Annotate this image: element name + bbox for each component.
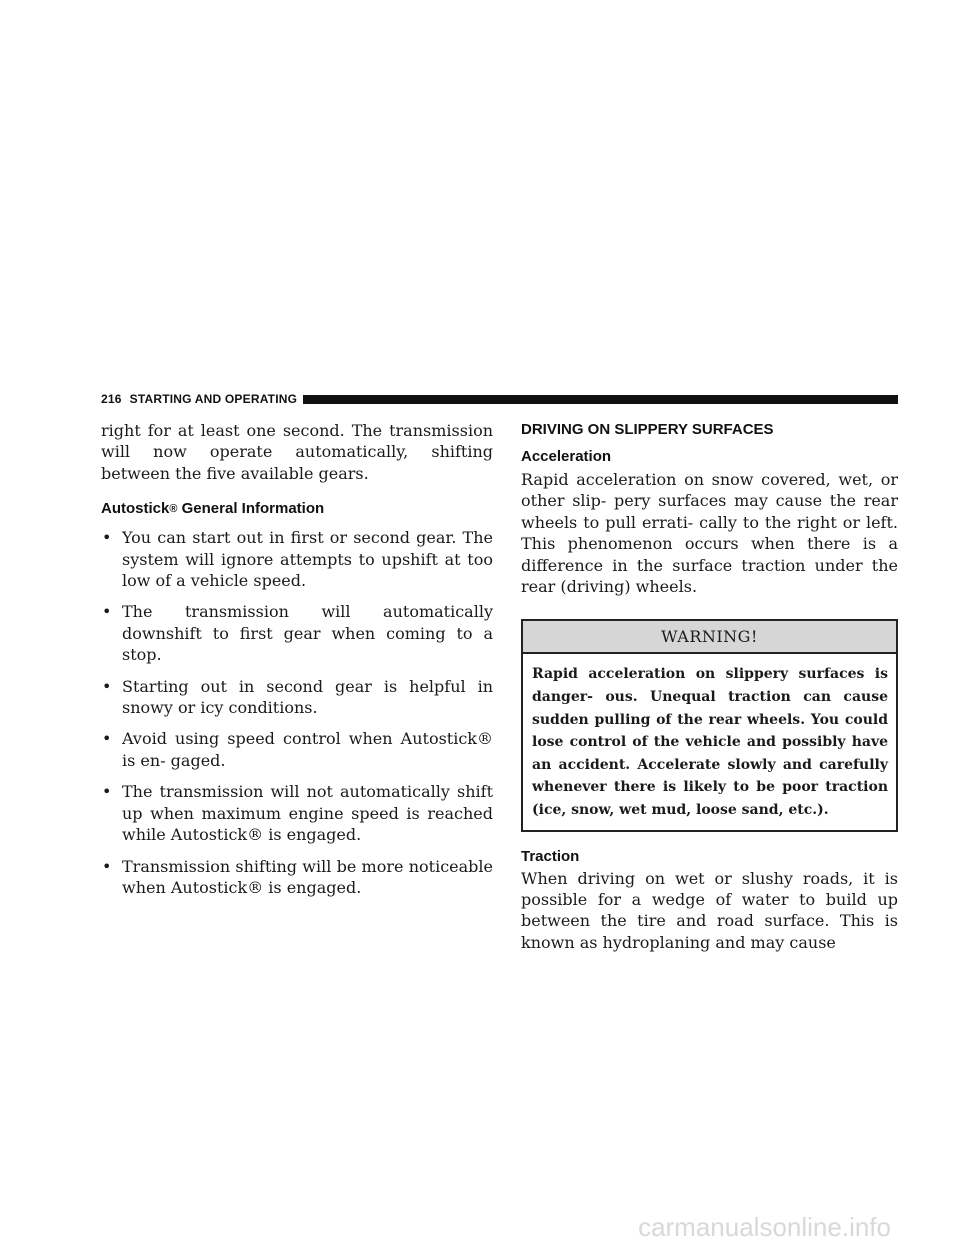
bullet-text: Transmission shifting will be more noticeable when Autostick® is engaged. — [122, 856, 493, 897]
list-item — [101, 781, 493, 845]
section-name: STARTING AND OPERATING — [129, 392, 298, 406]
bullet-icon: • — [102, 856, 112, 876]
autostick-bullet-list — [101, 527, 493, 898]
autostick-heading-pre: Autostick — [101, 500, 170, 518]
section-title: DRIVING ON SLIPPERY SURFACES — [521, 421, 774, 438]
list-item — [101, 601, 493, 665]
header-rule — [303, 395, 898, 404]
registered-mark: ® — [169, 503, 178, 516]
bullet-icon: • — [102, 729, 112, 749]
bullet-text: Starting out in second gear is helpful in snowy or icy conditions. — [122, 676, 493, 718]
bullet-icon: • — [102, 676, 112, 696]
page-header — [101, 390, 898, 408]
bullet-icon: • — [102, 782, 112, 802]
list-item — [101, 676, 493, 719]
bullet-text: The transmission will automatically downshift to first gear when coming to a stop. — [122, 602, 493, 665]
bullet-text: Avoid using speed control when Autostick® is en- gaged. — [122, 729, 493, 770]
warning-box — [521, 619, 898, 831]
warning-text: Rapid acceleration on slippery surfaces is danger- ous. Unequal traction can cause sudden pulling of the rear wheels. You could lose control of the vehicle and possibly have an accident. Accelerate slowly and carefully whenever there is likely to be poor traction (ice, snow, wet mud, loose sand, etc.). — [532, 666, 888, 818]
autostick-heading — [101, 500, 493, 517]
left-column — [101, 420, 493, 908]
list-item — [101, 728, 493, 771]
bullet-text: You can start out in first or second gear. The system will ignore attempts to upshift at too low of a vehicle speed. — [122, 528, 493, 591]
traction-paragraph: When driving on wet or slushy roads, it is possible for a wedge of water to build up between the tire and road surface. This is known as hydroplaning and may cause — [521, 868, 898, 952]
bullet-text: The transmission will not automatically shift up when maximum engine speed is reached while Autostick® is engaged. — [122, 782, 493, 845]
list-item — [101, 856, 493, 899]
list-item — [101, 527, 493, 591]
warning-title: WARNING! — [523, 621, 896, 654]
acceleration-heading: Acceleration — [521, 448, 612, 465]
page-number: 216 — [101, 392, 122, 406]
autostick-heading-post: General Information — [181, 500, 325, 518]
watermark: carmanualsonline.info — [638, 1212, 891, 1242]
right-column — [521, 420, 898, 953]
bullet-icon: • — [102, 602, 112, 622]
traction-heading: Traction — [521, 847, 580, 865]
acceleration-paragraph: Rapid acceleration on snow covered, wet, or other slip- pery surfaces may cause the rear wheels to pull errati- cally to the right or left. This phenomenon occurs when there is a difference in the surface traction under the rear (driving) wheels. — [521, 470, 898, 597]
intro-paragraph: right for at least one second. The transmission will now operate automatically, shifting between the five available gears. — [101, 421, 493, 483]
bullet-icon: • — [102, 528, 112, 548]
